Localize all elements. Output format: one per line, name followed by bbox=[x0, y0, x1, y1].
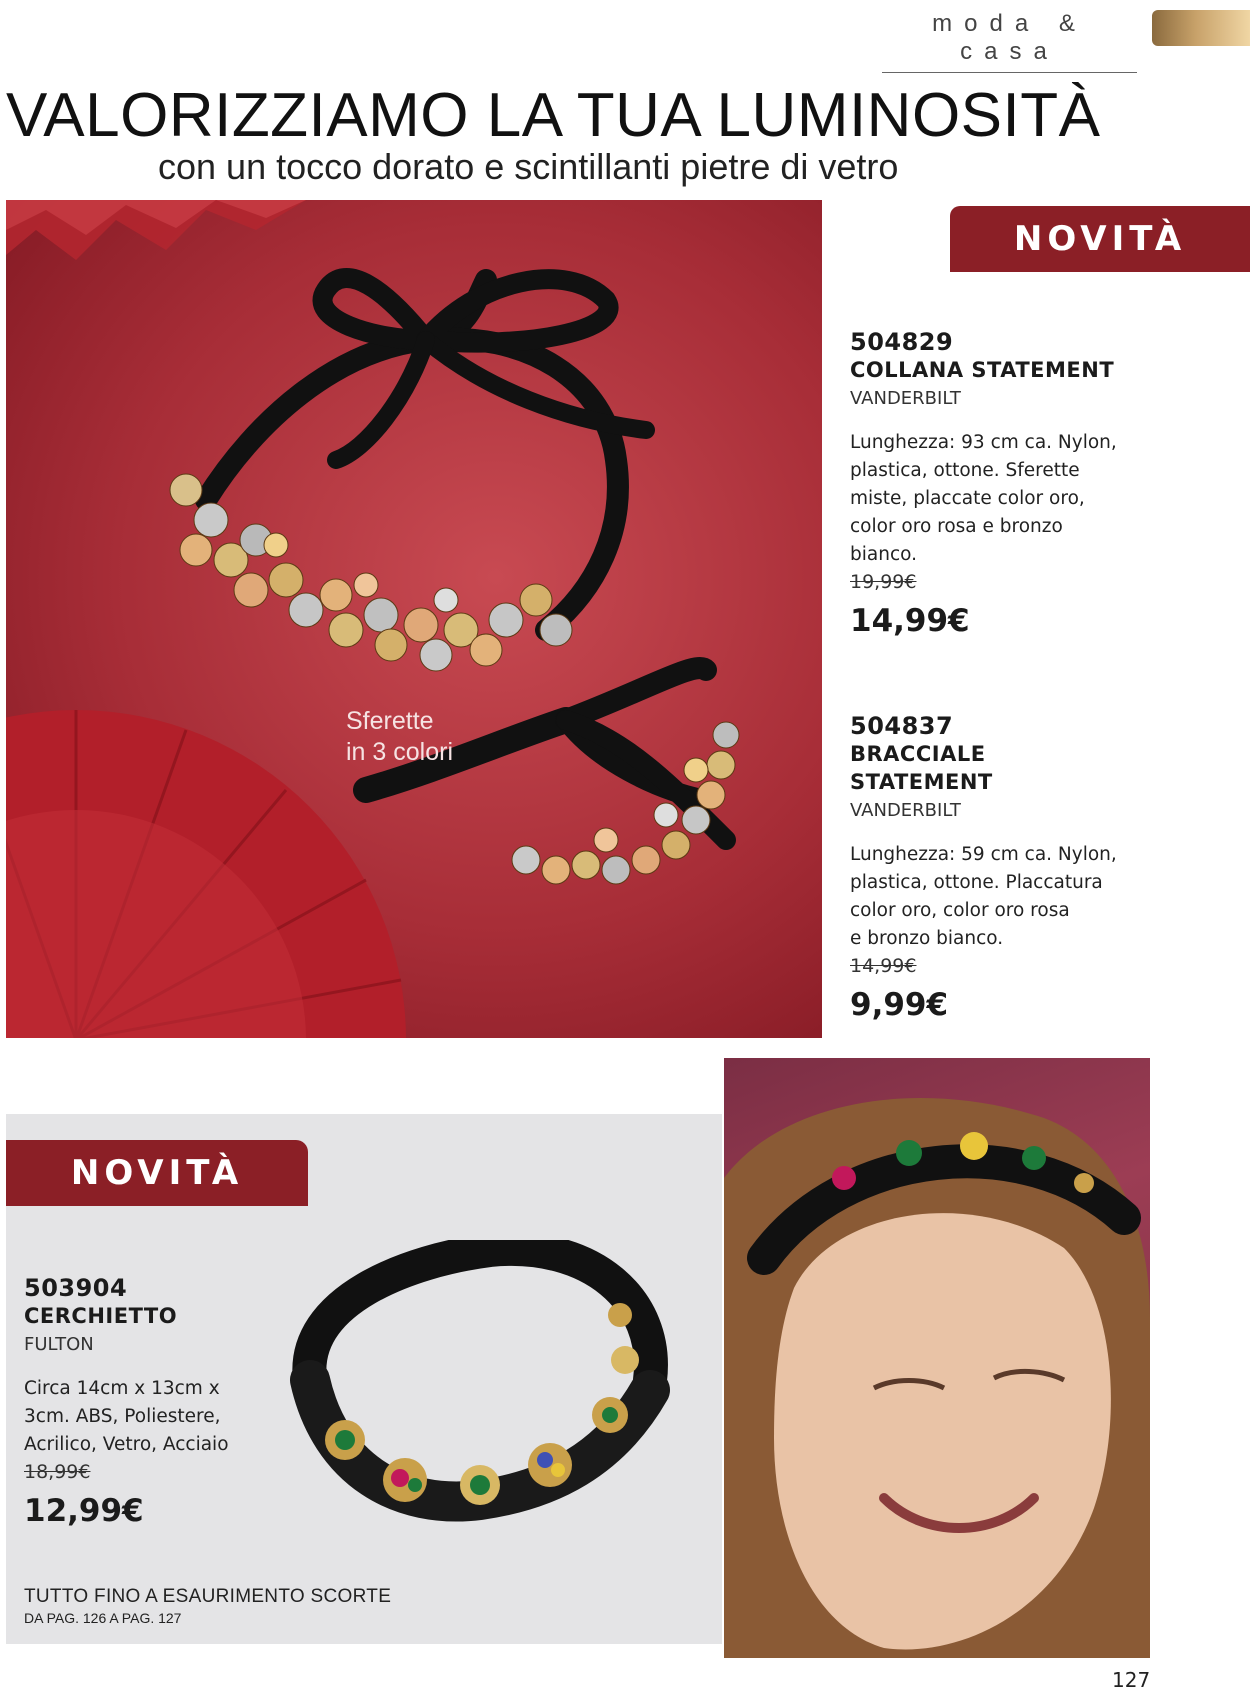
paper-fan-top bbox=[6, 200, 306, 260]
section-label: moda & casa bbox=[882, 10, 1137, 73]
callout-line-1: Sferette bbox=[346, 707, 434, 735]
product-name: BRACCIALE bbox=[850, 742, 986, 766]
necklace-beads bbox=[170, 474, 572, 671]
old-price: 19,99€ bbox=[850, 571, 917, 593]
product-collana bbox=[850, 328, 1180, 639]
page-subtitle: con un tocco dorato e scintillanti pietre di vetro bbox=[158, 146, 899, 187]
desc-line: Lunghezza: 93 cm ca. Nylon, bbox=[850, 432, 1117, 453]
headband-photo bbox=[290, 1240, 690, 1530]
product-cerchietto bbox=[24, 1274, 324, 1529]
price: 9,99€ bbox=[850, 987, 949, 1023]
gold-tab-decoration bbox=[1152, 10, 1250, 46]
old-price: 14,99€ bbox=[850, 955, 917, 977]
desc-line: Acrilico, Vetro, Acciaio bbox=[24, 1434, 229, 1455]
footnote-main: TUTTO FINO A ESAURIMENTO SCORTE bbox=[24, 1586, 392, 1607]
desc-line: plastica, ottone. Placcatura bbox=[850, 872, 1103, 893]
footnote-sub: DA PAG. 126 A PAG. 127 bbox=[24, 1610, 182, 1626]
product-brand: VANDERBILT bbox=[850, 800, 961, 821]
callout-text bbox=[346, 706, 453, 768]
model-photo bbox=[724, 1058, 1150, 1658]
necklace-bracelet-photo bbox=[6, 200, 822, 1038]
page-title: VALORIZZIAMO LA TUA LUMINOSITÀ bbox=[6, 81, 1101, 150]
product-code: 503904 bbox=[24, 1274, 128, 1302]
desc-line: Lunghezza: 59 cm ca. Nylon, bbox=[850, 844, 1117, 865]
product-description bbox=[850, 429, 1180, 569]
page-number: 127 bbox=[1112, 1668, 1151, 1692]
product-name-line-2: STATEMENT bbox=[850, 770, 993, 794]
novita-badge: NOVITÀ bbox=[950, 206, 1250, 272]
desc-line: e bronzo bianco. bbox=[850, 928, 1004, 949]
product-description bbox=[24, 1375, 324, 1459]
product-brand: VANDERBILT bbox=[850, 388, 961, 409]
price: 12,99€ bbox=[24, 1493, 144, 1529]
product-bracciale bbox=[850, 712, 1180, 1023]
desc-line: color oro, color oro rosa bbox=[850, 900, 1070, 921]
price: 14,99€ bbox=[850, 603, 970, 639]
product-code: 504829 bbox=[850, 328, 954, 356]
desc-line: bianco. bbox=[850, 544, 917, 565]
desc-line: Circa 14cm x 13cm x bbox=[24, 1378, 220, 1399]
product-brand: FULTON bbox=[24, 1334, 94, 1355]
desc-line: miste, placcate color oro, bbox=[850, 488, 1085, 509]
product-name: COLLANA STATEMENT bbox=[850, 358, 1115, 382]
desc-line: plastica, ottone. Sferette bbox=[850, 460, 1080, 481]
old-price: 18,99€ bbox=[24, 1461, 91, 1483]
novita-badge: NOVITÀ bbox=[6, 1140, 308, 1206]
product-name: CERCHIETTO bbox=[24, 1304, 178, 1328]
callout-line-2: in 3 colori bbox=[346, 738, 453, 766]
product-description bbox=[850, 841, 1180, 953]
product-code: 504837 bbox=[850, 712, 954, 740]
desc-line: color oro rosa e bronzo bbox=[850, 516, 1063, 537]
footnote bbox=[24, 1586, 391, 1626]
desc-line: 3cm. ABS, Poliestere, bbox=[24, 1406, 221, 1427]
